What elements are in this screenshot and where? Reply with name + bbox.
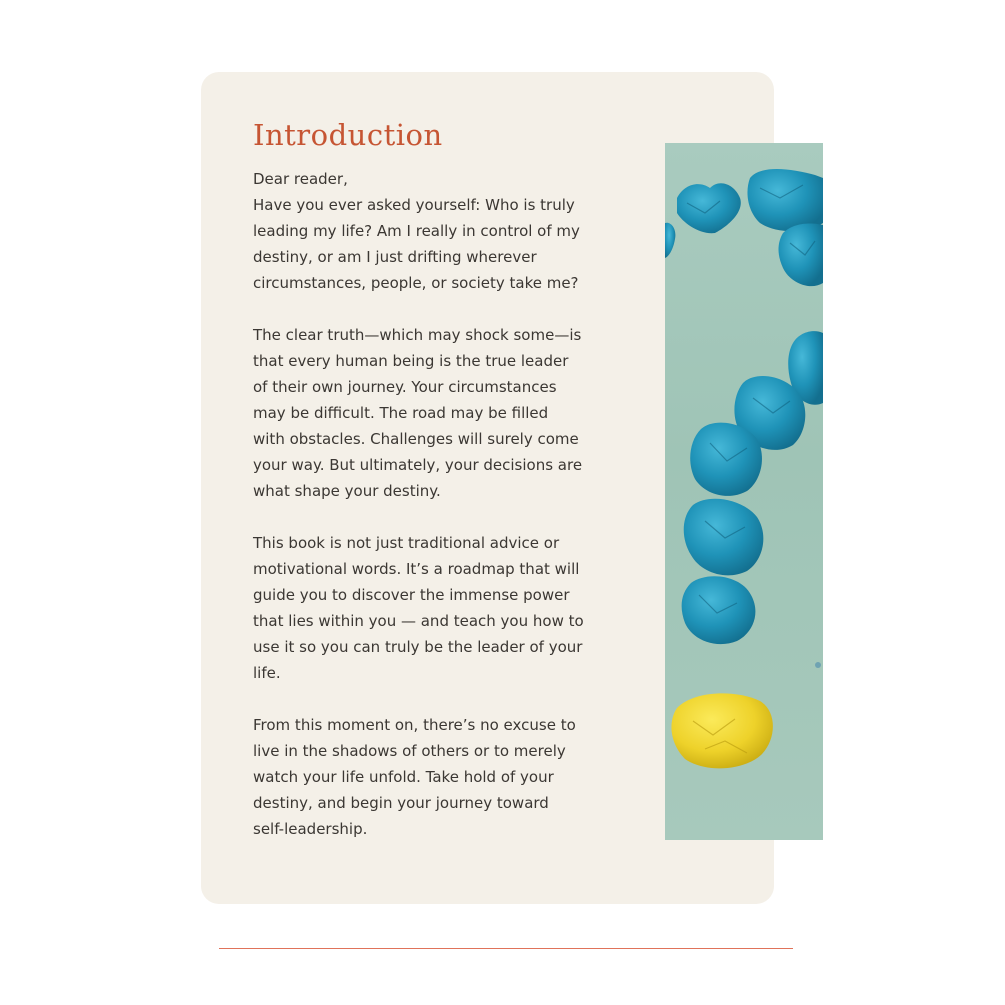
paragraph xyxy=(253,322,583,504)
text-line: Dear reader, xyxy=(253,170,348,188)
body-text xyxy=(253,166,583,868)
text-line: that lies within you — and teach you how to xyxy=(253,612,584,630)
question-mark-photo xyxy=(665,143,823,840)
text-line: life. xyxy=(253,664,281,682)
text-line: From this moment on, there’s no excuse to xyxy=(253,716,576,734)
footer-divider xyxy=(219,948,793,949)
text-line: may be difficult. The road may be filled xyxy=(253,404,549,422)
text-line: This book is not just traditional advice or xyxy=(253,534,560,552)
paragraph xyxy=(253,712,583,842)
text-line: your way. But ultimately, your decisions are xyxy=(253,456,583,474)
text-line: leading my life? Am I really in control of my xyxy=(253,222,580,240)
page-title: Introduction xyxy=(253,118,443,152)
text-line: that every human being is the true leader xyxy=(253,352,569,370)
text-line: destiny, or am I just drifting wherever xyxy=(253,248,537,266)
text-line: what shape your destiny. xyxy=(253,482,441,500)
text-line: circumstances, people, or society take me? xyxy=(253,274,579,292)
paragraph xyxy=(253,530,583,686)
text-line: destiny, and begin your journey toward xyxy=(253,794,549,812)
text-line: with obstacles. Challenges will surely come xyxy=(253,430,579,448)
text-line: live in the shadows of others or to merely xyxy=(253,742,566,760)
paragraph xyxy=(253,166,583,296)
text-line: use it so you can truly be the leader of your xyxy=(253,638,583,656)
text-line: of their own journey. Your circumstances xyxy=(253,378,557,396)
text-line: motivational words. It’s a roadmap that will xyxy=(253,560,580,578)
crumpled-paper-question-mark-icon xyxy=(665,143,823,840)
text-line: self-leadership. xyxy=(253,820,368,838)
text-line: Have you ever asked yourself: Who is truly xyxy=(253,196,575,214)
text-line: watch your life unfold. Take hold of your xyxy=(253,768,554,786)
text-line: The clear truth—which may shock some—is xyxy=(253,326,582,344)
text-line: guide you to discover the immense power xyxy=(253,586,570,604)
